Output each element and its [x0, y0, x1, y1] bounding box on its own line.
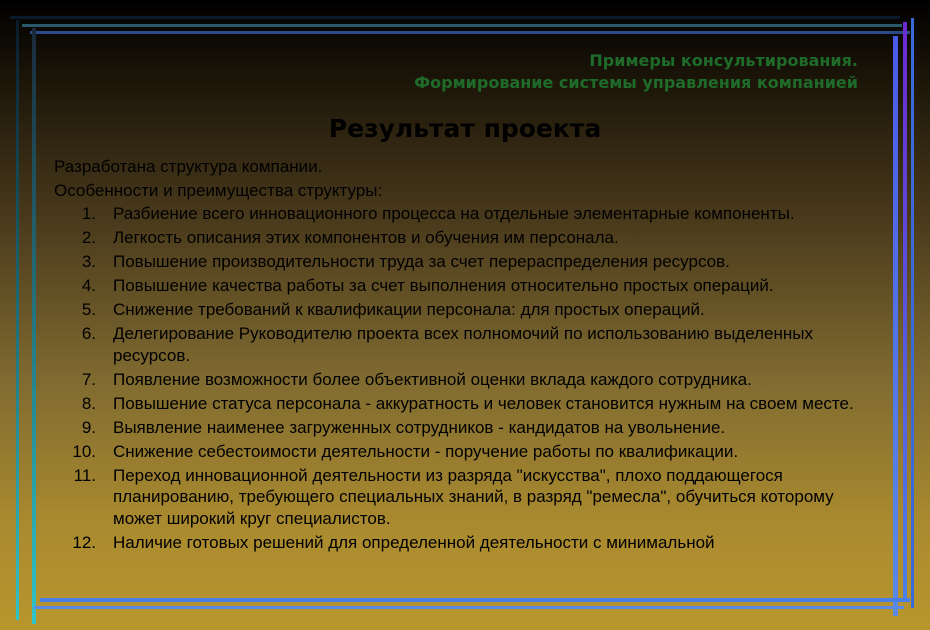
list-item-number: 2. — [81, 228, 96, 247]
slide-header — [414, 50, 858, 94]
list-item-number: 1. — [81, 204, 96, 223]
list-item-number: 5. — [81, 300, 96, 319]
list-item-text: Легкость описания этих компонентов и обучения им персонала. — [113, 228, 619, 247]
list-item — [54, 417, 884, 439]
list-item-number: 8. — [81, 393, 96, 413]
list-item — [54, 323, 884, 366]
frame-top-line — [22, 24, 902, 27]
advantages-list — [54, 203, 884, 553]
list-item-text: Наличие готовых решений для определенной деятельности с минимальной — [113, 532, 715, 552]
list-item — [54, 251, 884, 273]
frame-right-violet — [903, 22, 907, 602]
list-item-text: Повышение производительности труда за счет перераспределения ресурсов. — [113, 252, 730, 271]
list-item-number: 7. — [81, 369, 96, 389]
list-item — [54, 227, 884, 249]
slide-title: Результат проекта — [328, 114, 602, 143]
list-item-number: 11. — [73, 465, 96, 485]
list-item — [54, 369, 884, 391]
frame-top-dark — [10, 16, 900, 19]
header-line-2: Формирование системы управления компанией — [414, 73, 858, 92]
list-item-number: 10. — [72, 441, 96, 461]
list-item — [54, 203, 884, 225]
list-item-number: 12. — [72, 532, 96, 552]
list-item-text: Снижение себестоимости деятельности - поручение работы по квалификации. — [113, 441, 739, 461]
header-line-1: Примеры консультирования. — [589, 51, 858, 70]
list-item-text: Повышение статуса персонала - аккуратность и человек становится нужным на своем месте. — [113, 393, 854, 413]
frame-bottom-line-2 — [34, 606, 904, 609]
frame-right-edge — [911, 18, 914, 608]
list-item-text: Делегирование Руководителю проекта всех полномочий по использованию выделенных ресурсов. — [113, 324, 813, 365]
frame-top-line-inner — [30, 31, 910, 34]
list-item-number: 4. — [81, 276, 96, 295]
list-item — [54, 532, 884, 554]
list-item-number: 6. — [81, 324, 96, 343]
list-item-text: Появление возможности более объективной оценки вклада каждого сотрудника. — [113, 369, 752, 389]
list-item — [54, 299, 884, 321]
list-item-text: Повышение качества работы за счет выполнения относительно простых операций. — [113, 276, 774, 295]
intro-line-2: Особенности и преимущества структуры: — [54, 181, 383, 200]
list-item-number: 3. — [81, 252, 96, 271]
list-item — [54, 465, 884, 530]
slide-content — [54, 155, 884, 556]
list-item-text: Переход инновационной деятельности из разряда "искусства", плохо поддающегося планированию, требующего специальных знаний, в разряд "ремесла", обучиться которому может широкий круг специалистов. — [113, 465, 834, 528]
list-item — [54, 441, 884, 463]
list-item-number: 9. — [81, 417, 96, 437]
frame-bottom-line — [40, 598, 910, 602]
frame-left-outer — [16, 20, 19, 620]
list-item-text: Разбиение всего инновационного процесса на отдельные элементарные компоненты. — [113, 204, 795, 223]
intro-line-1: Разработана структура компании. — [54, 157, 323, 176]
list-item-text: Выявление наименее загруженных сотрудников - кандидатов на увольнение. — [113, 417, 726, 437]
list-item — [54, 275, 884, 297]
list-item — [54, 393, 884, 415]
list-item-text: Снижение требований к квалификации персонала: для простых операций. — [113, 300, 705, 319]
